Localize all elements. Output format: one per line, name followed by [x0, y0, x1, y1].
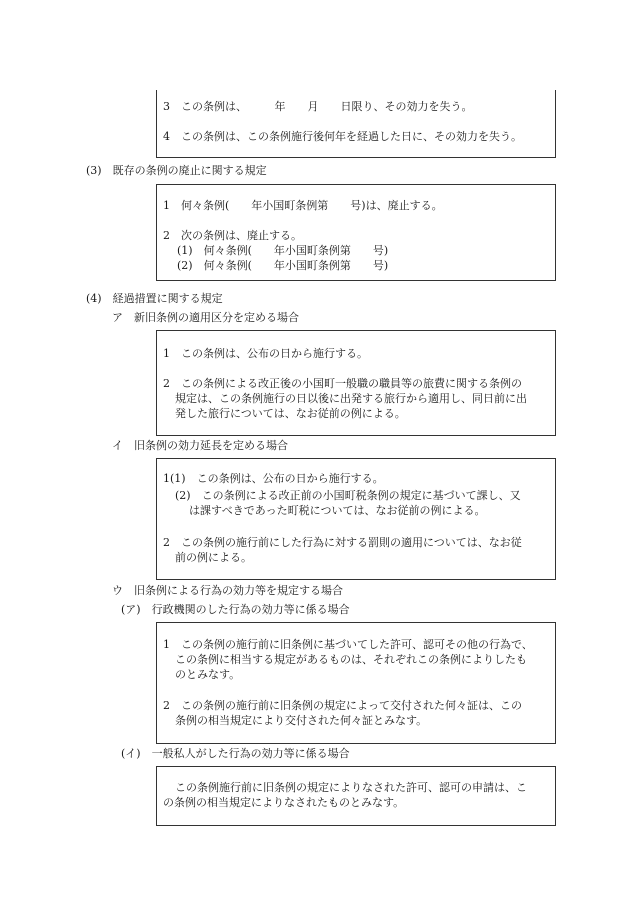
section-4u-a-provision-1-line-3: のとみなす。	[175, 668, 241, 681]
section-4u-a-heading: (ア) 行政機関のした行為の効力等に係る場合	[121, 603, 350, 616]
section-4u-a-box	[156, 622, 556, 744]
section-4i-provision-1-1: 1(1) この条例は、公布の日から施行する。	[163, 472, 384, 485]
section-4i-provision-2-line-2: 前の例による。	[175, 551, 252, 564]
section-4u-i-paragraph-line-2: の条例の相当規定によりなされたものとみなす。	[163, 796, 405, 809]
section-4i-provision-1-2-line-1: (2) この条例による改正前の小国町税条例の規定に基づいて課し、又	[175, 489, 521, 502]
top-provision-box	[156, 90, 556, 158]
section-4u-i-paragraph-line-1: この条例施行前に旧条例の規定によりなされた許可、認可の申請は、こ	[175, 781, 527, 794]
section-4i-provision-1-2-line-2: は課すべきであった町税については、なお従前の例による。	[189, 504, 486, 517]
section-4u-a-provision-1-line-1: 1 この条例の施行前に旧条例に基づいてした許可、認可その他の行為で、	[163, 638, 533, 651]
section-4i-heading: イ 旧条例の効力延長を定める場合	[112, 439, 288, 452]
section-3-provision-2: 2 次の条例は、廃止する。	[163, 229, 302, 242]
section-4u-heading: ウ 旧条例による行為の効力等を規定する場合	[112, 584, 343, 597]
section-4a-heading: ア 新旧条例の適用区分を定める場合	[112, 311, 299, 324]
section-3-box	[156, 184, 556, 281]
section-3-provision-2-item-2: (2) 何々条例( 年小国町条例第 号)	[177, 259, 389, 272]
provision-4: 4 この条例は、この条例施行後何年を経過した日に、その効力を失う。	[163, 130, 522, 143]
section-4u-a-provision-2-line-1: 2 この条例の施行前に旧条例の規定によって交付された何々証は、この	[163, 699, 522, 712]
section-4u-a-provision-1-line-2: この条例に相当する規定があるものは、それぞれこの条例によりしたも	[175, 653, 527, 666]
section-3-provision-1: 1 何々条例( 年小国町条例第 号)は、廃止する。	[163, 199, 443, 212]
section-4i-provision-2-line-1: 2 この条例の施行前にした行為に対する罰則の適用については、なお従	[163, 536, 522, 549]
section-4a-provision-2-line-1: 2 この条例による改正後の小国町一般職の職員等の旅費に関する条例の	[163, 377, 522, 390]
section-4u-a-provision-2-line-2: 条例の相当規定により交付された何々証とみなす。	[175, 714, 428, 727]
section-4a-provision-2-line-3: 発した旅行については、なお従前の例による。	[175, 407, 406, 420]
section-3-heading: (3) 既存の条例の廃止に関する規定	[86, 164, 267, 177]
section-4a-provision-2-line-2: 規定は、この条例施行の日以後に出発する旅行から適用し、同日前に出	[175, 392, 527, 405]
section-4a-box	[156, 330, 556, 436]
section-4u-i-box	[156, 766, 556, 826]
section-4a-provision-1: 1 この条例は、公布の日から施行する。	[163, 347, 368, 360]
section-4-heading: (4) 経過措置に関する規定	[86, 292, 223, 305]
section-3-provision-2-item-1: (1) 何々条例( 年小国町条例第 号)	[177, 244, 389, 257]
section-4u-i-heading: (イ) 一般私人がした行為の効力等に係る場合	[121, 747, 350, 760]
section-4i-box	[156, 458, 556, 580]
provision-3: 3 この条例は、 年 月 日限り、その効力を失う。	[163, 100, 473, 113]
